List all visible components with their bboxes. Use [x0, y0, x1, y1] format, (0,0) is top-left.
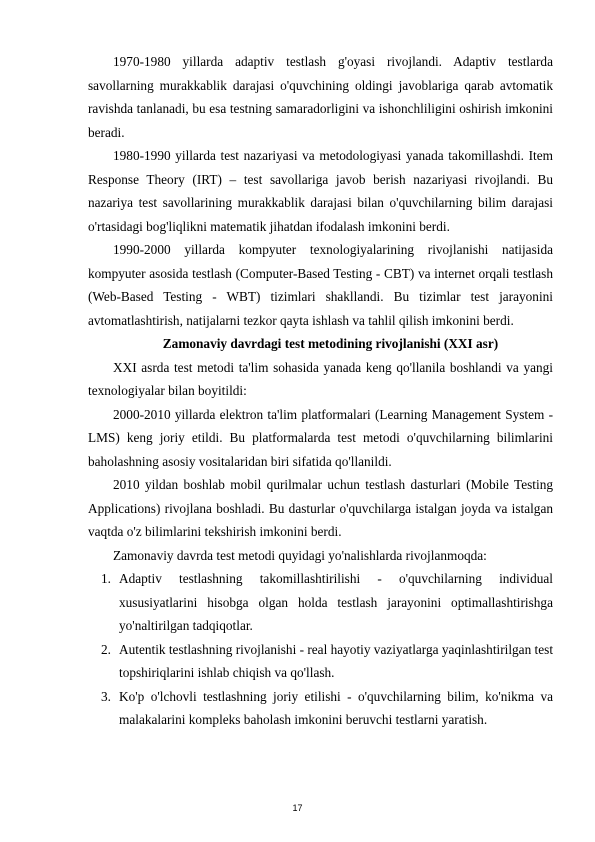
paragraph-lms: 2000-2010 yillarda elektron ta'lim platformalari (Learning Management System - LMS) keng joriy etildi. Bu platformalarda test metodi o'quvchilarning bilimlarini baholashning asosiy vositalaridan biri sifatida qo'llanildi.	[88, 406, 553, 469]
section-heading: Zamonaviy davrdagi test metodining rivojlanishi (XXI asr)	[162, 336, 499, 351]
list-item-number: 3.	[101, 688, 111, 704]
list-item-number: 1.	[101, 571, 111, 586]
list-item-text: Autentik testlashning rivojlanishi - real hayotiy vaziyatlarga yaqinlashtirilgan test topshiriqlarini ishlab chiqish va qo'llash.	[119, 641, 554, 680]
list-item	[88, 685, 553, 732]
directions-list	[88, 567, 553, 732]
paragraph-computer-testing: 1990-2000 yillarda kompyuter texnologiyalarining rivojlanishi natijasida kompyuter asosida testlash (Computer-Based Testing - CBT) va internet orqali testlash (Web-Based Testing - WBT) tizimlari shakllandi. Bu tizimlar test jarayonini avtomatlashtirish, natijalarni tezkor qayta ishlash va tahlil qilish imkonini berdi.	[88, 242, 553, 328]
paragraph-mobile: 2010 yildan boshlab mobil qurilmalar uchun testlash dasturlari (Mobile Testing Applications) rivojlana boshladi. Bu dasturlar o'quvchilarga istalgan joyda va istalgan vaqtda o'z bilimlarini tekshirish imkonini berdi.	[88, 477, 553, 539]
paragraph-irt: 1980-1990 yillarda test nazariyasi va metodologiyasi yanada takomillashdi. Item Response Theory (IRT) – test savollariga javob berish nazariyasi rivojlandi. Bu nazariya test savollarining murakkablik darajasi bilan o'quvchilarning bilim darajasi o'rtasidagi bog'liqlikni matematik jihatdan ifodalash imkonini berdi.	[88, 148, 553, 234]
list-item-text: Ko'p o'lchovli testlashning joriy etilishi - o'quvchilarning bilim, ko'nikma va malakalarini kompleks baholash imkonini beruvchi testlarni yaratish.	[119, 688, 553, 727]
paragraph-21st-century: XXI asrda test metodi ta'lim sohasida yanada keng qo'llanila boshlandi va yangi texnologiyalar bilan boyitildi:	[88, 359, 553, 398]
page-number: 17	[292, 803, 303, 813]
list-item	[88, 638, 553, 685]
list-item-number: 2.	[101, 641, 111, 657]
paragraph-adaptive-testing: 1970-1980 yillarda adaptiv testlash g'oyasi rivojlandi. Adaptiv testlarda savollarning murakkablik darajasi o'quvchining oldingi javoblariga qarab avtomatik ravishda tanlanadi, bu esa testning samaradorligini va ishonchliligini oshirish imkonini beradi.	[88, 54, 553, 140]
paragraph-directions-intro: Zamonaviy davrda test metodi quyidagi yo'nalishlarda rivojlanmoqda:	[113, 547, 487, 563]
list-item-text: Adaptiv testlashning takomillashtirilishi - o'quvchilarning individual xususiyatlarini hisobga olgan holda testlash jarayonini optimallashtirishga yo'naltirilgan tadqiqotlar.	[119, 571, 553, 633]
body-text	[88, 50, 553, 732]
list-item	[88, 567, 553, 638]
